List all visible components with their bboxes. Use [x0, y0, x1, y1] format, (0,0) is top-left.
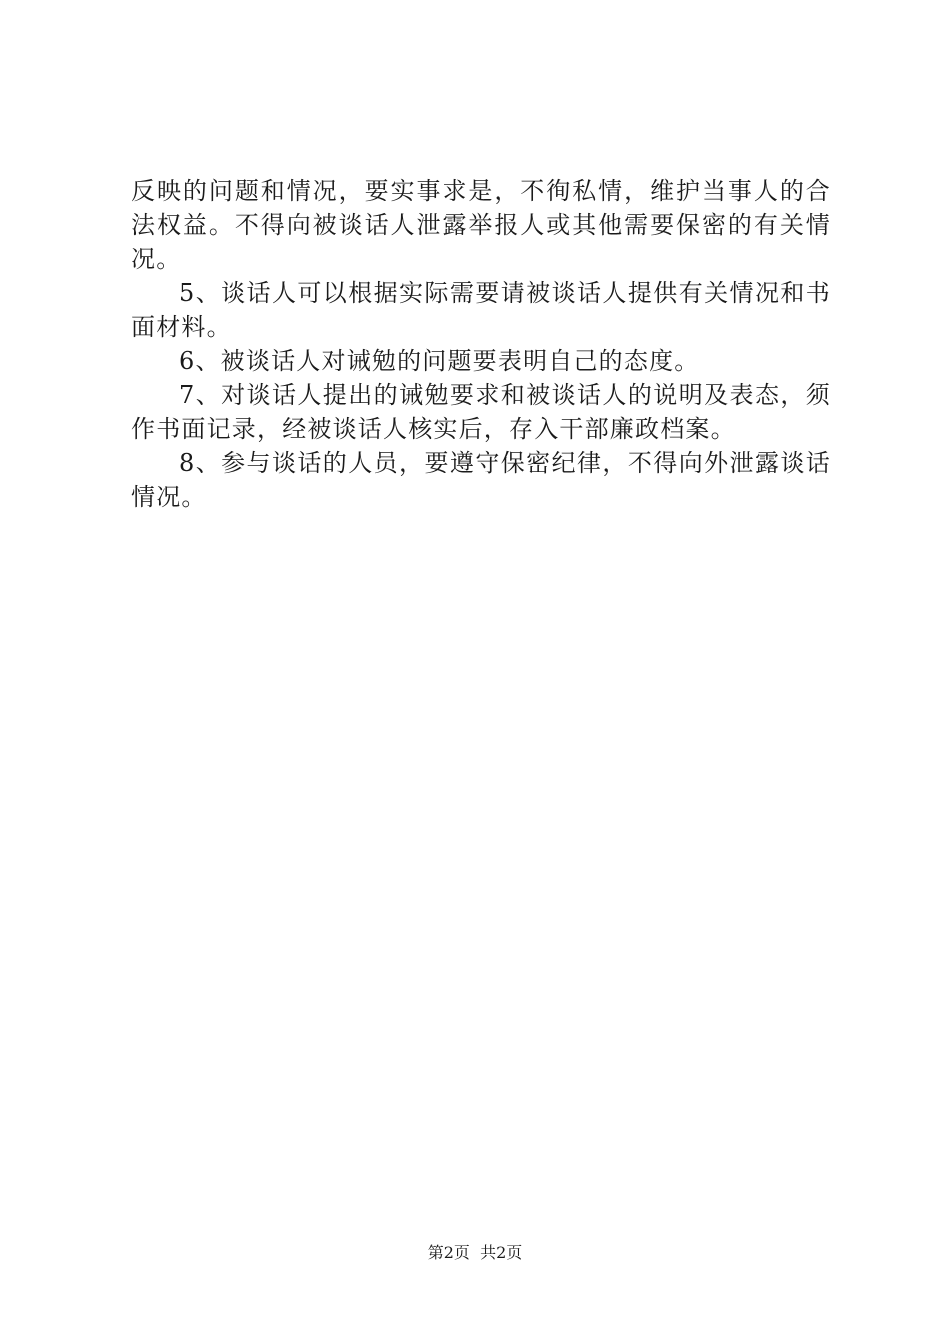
paragraph-item-8: 8、参与谈话的人员，要遵守保密纪律，不得向外泄露谈话情况。 — [131, 449, 831, 511]
paragraph-item-7: 7、对谈话人提出的诫勉要求和被谈话人的说明及表态，须作书面记录，经被谈话人核实后，存入干部廉政档案。 — [131, 381, 831, 443]
document-body — [131, 174, 831, 514]
page-footer: 第2页 共2页 — [427, 1243, 523, 1262]
paragraph-item-5: 5、谈话人可以根据实际需要请被谈话人提供有关情况和书面材料。 — [131, 279, 831, 341]
paragraph-continuation: 反映的问题和情况，要实事求是，不徇私情，维护当事人的合法权益。不得向被谈话人泄露举报人或其他需要保密的有关情况。 — [131, 177, 831, 273]
paragraph-item-6: 6、被谈话人对诫勉的问题要表明自己的态度。 — [179, 347, 700, 375]
